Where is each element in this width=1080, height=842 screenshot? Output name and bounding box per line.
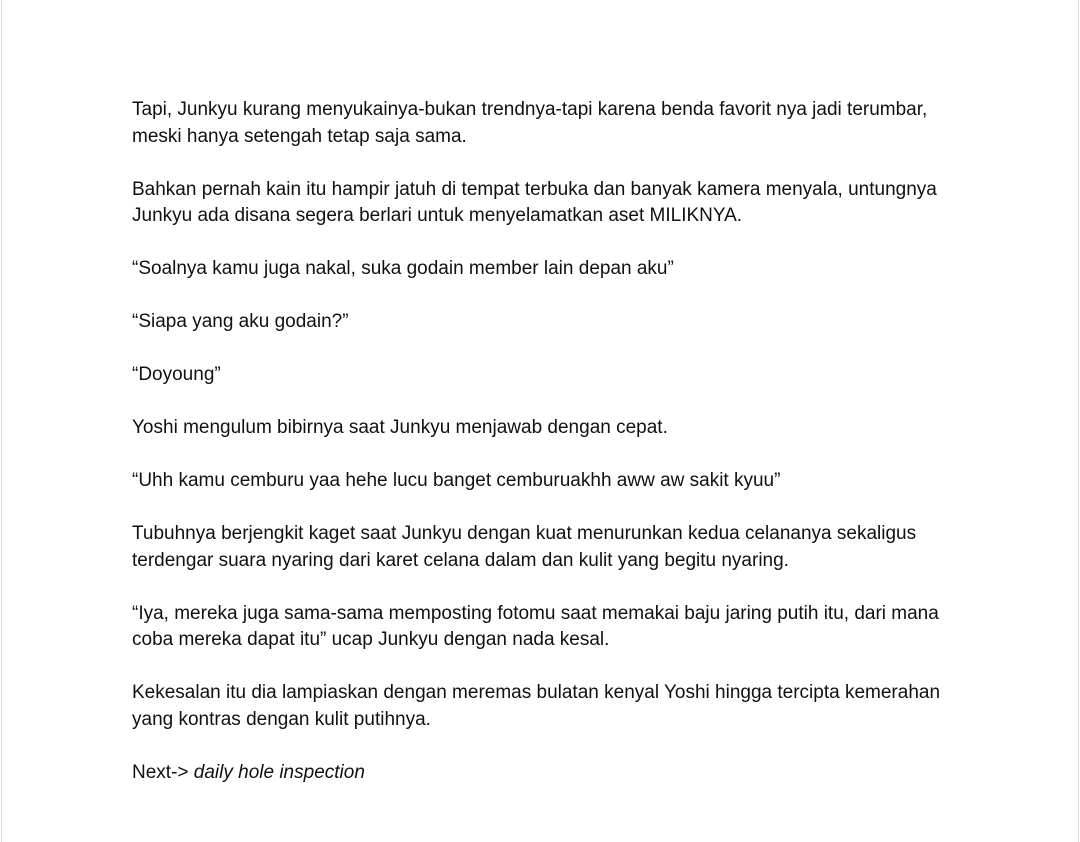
next-chapter-title: daily hole inspection xyxy=(193,761,365,783)
paragraph: “Uhh kamu cemburu yaa hehe lucu banget cemburuakhh aww aw sakit kyuu” xyxy=(132,470,781,491)
paragraph: “Iya, mereka juga sama-sama memposting fotomu saat memakai baju jaring putih itu, dari mana coba mereka dapat itu” ucap Junkyu dengan nada kesal. xyxy=(132,602,939,650)
paragraph: Tubuhnya berjengkit kaget saat Junkyu dengan kuat menurunkan kedua celananya sekaligus terdengar suara nyaring dari karet celana dalam dan kulit yang begitu nyaring. xyxy=(132,523,917,571)
document-body xyxy=(132,97,952,813)
paragraph: “Doyoung” xyxy=(132,364,221,385)
paragraph: Yoshi mengulum bibirnya saat Junkyu menjawab dengan cepat. xyxy=(132,417,668,438)
document-page xyxy=(1,0,1079,842)
paragraph: Bahkan pernah kain itu hampir jatuh di tempat terbuka dan banyak kamera menyala, untungnya Junkyu ada disana segera berlari untuk menyelamatkan aset MILIKNYA. xyxy=(132,178,937,226)
paragraph: Kekesalan itu dia lampiaskan dengan meremas bulatan kenyal Yoshi hingga tercipta kemerahan yang kontras dengan kulit putihnya. xyxy=(132,682,941,730)
paragraph: “Siapa yang aku godain?” xyxy=(132,311,349,332)
paragraph: “Soalnya kamu juga nakal, suka godain member lain depan aku” xyxy=(132,258,674,279)
next-prefix: Next-> xyxy=(132,761,194,783)
paragraph: Tapi, Junkyu kurang menyukainya-bukan trendnya-tapi karena benda favorit nya jadi terumbar, meski hanya setengah tetap saja sama. xyxy=(132,99,928,147)
next-chapter-line xyxy=(132,760,952,787)
